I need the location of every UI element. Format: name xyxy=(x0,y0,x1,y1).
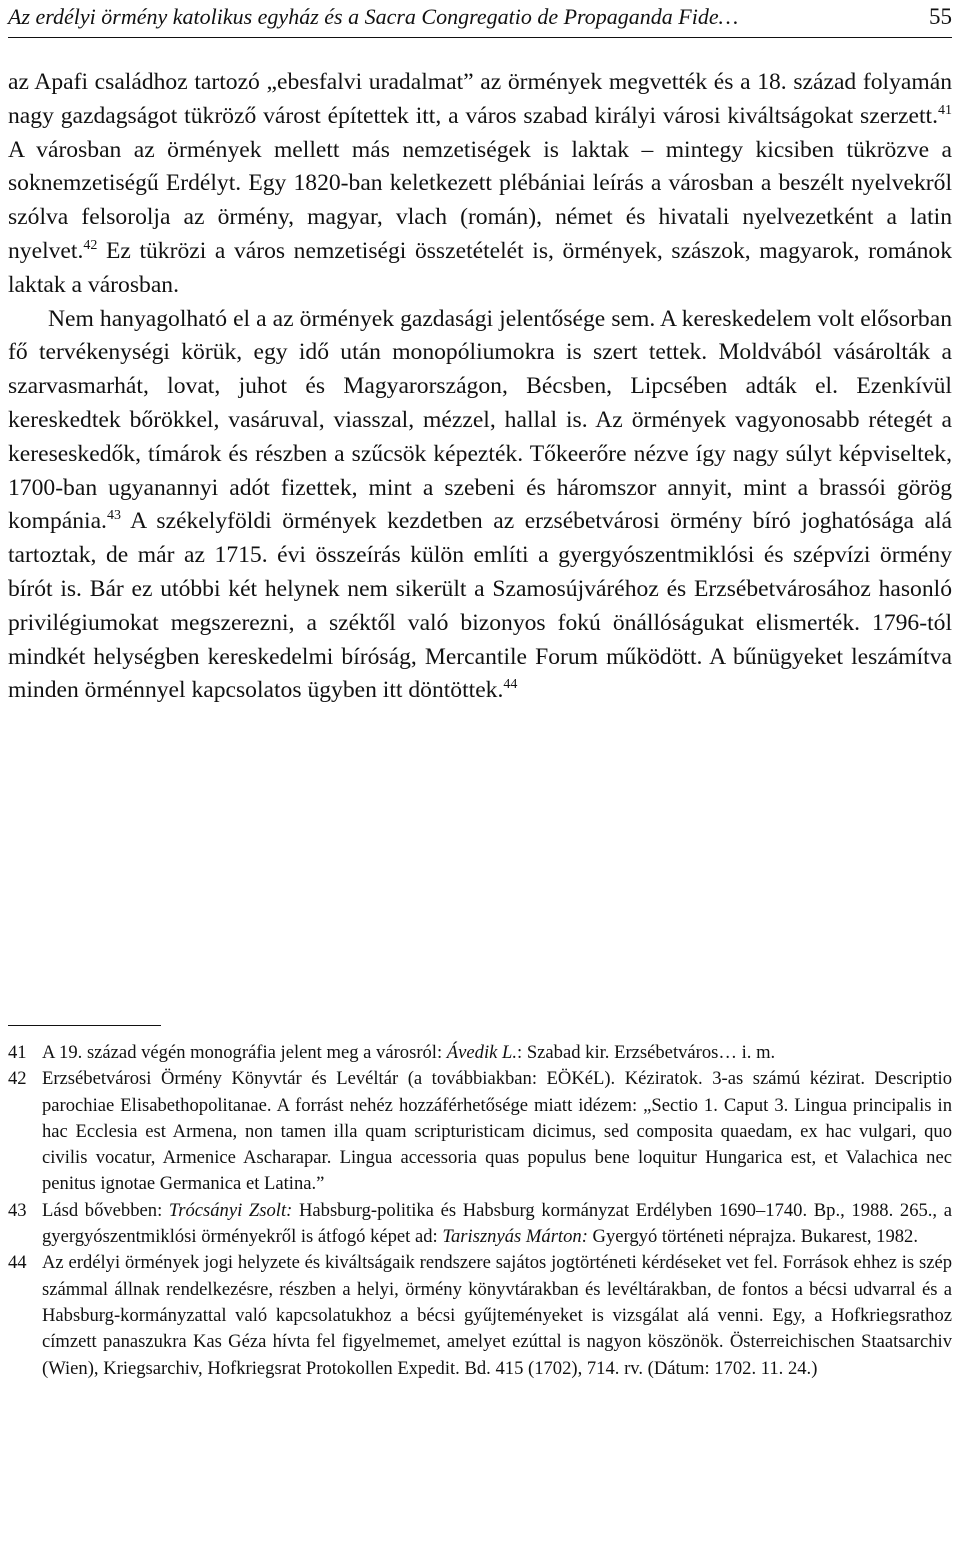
footnote-text xyxy=(42,1040,952,1066)
footnote-separator xyxy=(8,1025,161,1026)
footnote-text: Erzsébetvárosi Örmény Könyvtár és Levéltár (a továbbiakban: EÖKéL). Kéziratok. 3-as számú kézirat. Descriptio parochiae Elisabethopolitanae. A forrást nehéz hozzáférhetősége miatt idézem: „Sectio 1. Caput 3. Lingua principalis in hac Ecclesia est Armena, non tamen illa quam scripturisticam dicimus, sed composita quaedam, ex hac vulgari, quo civilis vocatur, Armenice Ascharapar. Lingua accessoria quas populus bene loquitur Hungarica est, et Valachica nec penitus ignotae Germanica et Latina.” xyxy=(42,1068,952,1195)
footnote-author: Trócsányi Zsolt: xyxy=(168,1199,293,1221)
running-header xyxy=(8,4,952,34)
running-title: Az erdélyi örmény katolikus egyház és a Sacra Congregatio de Propaganda Fide… xyxy=(8,4,739,29)
footnote-42 xyxy=(8,1066,952,1197)
header-rule xyxy=(8,37,952,38)
footnote-author: Ávedik L. xyxy=(446,1042,518,1063)
footnote-text xyxy=(42,1198,952,1251)
paragraph-1-part-2: A városban az örmények mellett más nemzetiségek is laktak – mintegy kicsiben tükrözve a soknemzetiségű Erdélyt. Egy 1820-ban keletkezett plébániai leírás a városban a beszélt nyelvekről szólva felsorolja az örmény, magyar, vlach (román), német és hivatali nyelvezetként a latin nyelvet. xyxy=(8,136,952,264)
paragraph-1 xyxy=(8,66,952,303)
paragraph-1-part-1: az Apafi családhoz tartozó „ebesfalvi uradalmat” az örmények megvették és a 18. század folyamán nagy gazdagságot tükröző várost építettek itt, a város szabad királyi városi kiváltságokat szerzett. xyxy=(8,69,952,129)
footnote-text: Az erdélyi örmények jogi helyzete és kiváltságaik rendszere sajátos jogtörténeti kérdéseket vet fel. Források ehhez is szép számmal állnak rendelkezésre, részben a helyi, örmény könyvtárakban és levéltárakban, de fontos a bécsi udvarral és a Habsburg-kormányzattal való kapcsolatukhoz a bécsi gyűjteményeket is vizsgálat alá venni. Egy, a Hofkriegsrathoz címzett panaszukra Kas Géza hívta fel figyelmemet, amelyet ezúttal is nagyon köszönök. Österreichischen Staatsarchiv (Wien), Kriegsarchiv, Hofkriegsrat Protokollen Expedit. Bd. 415 (1702), 714. rv. (Dátum: 1702. 11. 24.) xyxy=(42,1252,952,1379)
paragraph-2-part-1: Nem hanyagolható el a az örmények gazdasági jelentősége sem. A kereskedelem volt elősorban fő tervékenységi körük, egy idő után monopóliumokra is szert tettek. Moldvából vásárolták a szarvasmarhát, lovat, juhot és Magyarországon, Bécsben, Lipcsében adták el. Ezenkívül kereskedtek bőrökkel, vasáruval, viasszal, mézzel, hallal is. Az örmények vagyonosabb rétegét a kereseskedők, tímárok és részben a szűcsök képezték. Tőkeerőre nézve így nagy súlyt képviseltek, 1700-ban ugyanannyi adót fizettek, mint a szebeni és háromszor annyit, mint a brassói görög kompánia. xyxy=(8,305,952,535)
body-text xyxy=(8,66,952,708)
footnote-text-part: Lásd bővebben: xyxy=(42,1199,169,1221)
footnote-text-part: Habsburg-politika és Habsburg kormányzat Erdélyben 1690–1740. Bp., 1988. 265., a gyergyószentmiklósi örményekről is átfogó képet ad: xyxy=(42,1199,952,1248)
footnote-43 xyxy=(8,1198,952,1251)
footnote-text-part: Gyergyó történeti néprajza. Bukarest, 1982. xyxy=(587,1226,919,1248)
footnote-text-part: A 19. század végén monográfia jelent meg a városról: xyxy=(42,1042,447,1063)
footnotes xyxy=(8,1040,952,1382)
footnote-number: 42 xyxy=(8,1068,27,1090)
paragraph-2 xyxy=(8,303,952,709)
footnote-ref-42[interactable]: 42 xyxy=(83,237,98,253)
footnote-text-part: : Szabad kir. Erzsébetváros… i. m. xyxy=(517,1042,776,1063)
footnote-41 xyxy=(8,1040,952,1066)
page-number: 55 xyxy=(929,4,952,29)
footnote-author: Tarisznyás Márton: xyxy=(442,1226,588,1248)
paragraph-1-part-3: Ez tükrözi a város nemzetiségi összetételét is, örmények, szászok, magyarok, románok laktak a városban. xyxy=(8,237,952,298)
footnote-44 xyxy=(8,1250,952,1381)
footnote-ref-41[interactable]: 41 xyxy=(938,102,952,118)
footnote-number: 41 xyxy=(8,1042,27,1063)
footnote-number: 43 xyxy=(8,1199,27,1221)
footnote-ref-44[interactable]: 44 xyxy=(503,677,518,693)
paragraph-2-part-2: A székelyföldi örmények kezdetben az erzsébetvárosi örmény bíró joghatósága alá tartoztak, de már az 1715. évi összeírás külön említi a gyergyószentmiklósi és szépvízi örmény bírót is. Bár ez utóbbi két helynek nem sikerült a Szamosújváréhoz és Erzsébetvárosához hasonló privilégiumokat megszerezni, a széktől való bizonyos fokú önállóságukat elismerték. 1796-tól mindkét helységben kereskedelmi bíróság, Mercantile Forum működött. A bűnügyeket leszámítva minden örménnyel kapcsolatos ügyben itt döntöttek. xyxy=(8,508,952,704)
footnote-number: 44 xyxy=(8,1252,27,1274)
footnote-ref-43[interactable]: 43 xyxy=(106,508,121,524)
